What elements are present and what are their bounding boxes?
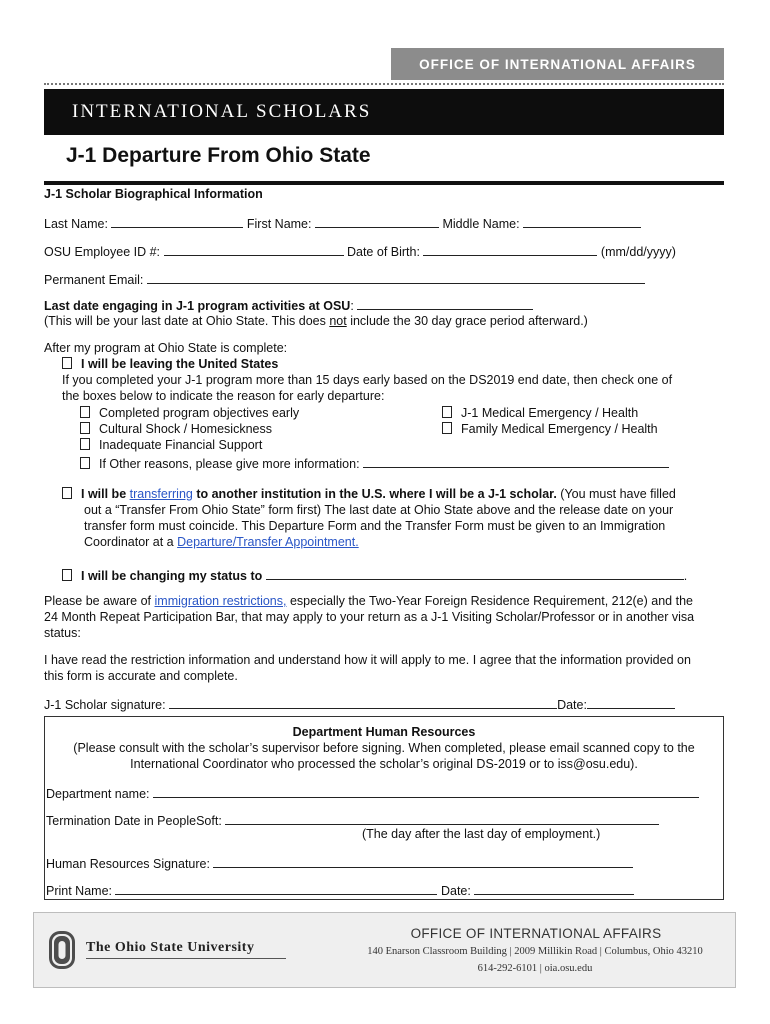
first-name-label: First Name:: [246, 217, 312, 231]
dob-field[interactable]: [423, 243, 597, 256]
transfer-checkbox[interactable]: [62, 487, 72, 499]
reason-other-field[interactable]: [363, 455, 669, 468]
email-label: Permanent Email:: [44, 273, 144, 287]
termination-field[interactable]: [225, 812, 659, 825]
transfer-part1: I will be: [81, 487, 130, 501]
signature-date-field[interactable]: [587, 696, 675, 709]
dept-name-label: Department name:: [46, 787, 150, 801]
notice-line2: 24 Month Repeat Participation Bar, that may apply to your return as a J-1 Visiting Scholar/Professor or in another visa: [44, 610, 695, 624]
print-name-label: Print Name:: [46, 884, 112, 898]
hr-signature-label: Human Resources Signature:: [46, 857, 210, 871]
reason-other-label: If Other reasons, please give more information:: [99, 457, 360, 471]
dept-date-label: Date:: [440, 884, 471, 898]
bio-heading: J-1 Scholar Biographical Information: [44, 187, 263, 201]
status-change-field[interactable]: [266, 567, 684, 580]
hr-signature-field[interactable]: [213, 855, 633, 868]
reason-medical: [442, 406, 638, 421]
agreement-line1: I have read the restriction information and understand how it will apply to me. I agree that the information provided on: [44, 653, 691, 667]
reason-cultural: [80, 422, 272, 437]
page-title: J-1 Departure From Ohio State: [66, 144, 371, 167]
last-date-label: Last date engaging in J-1 program activities at OSU: [44, 299, 351, 313]
footer-contact: 614-292-6101 | oia.osu.edu: [477, 963, 593, 974]
transfer-line2: out a “Transfer From Ohio State” form first) The last date at Ohio State above and the release date on your: [84, 503, 674, 517]
last-date-note-a: (This will be your last date at Ohio State. This does: [44, 314, 330, 328]
leaving-checkbox[interactable]: [62, 357, 72, 369]
last-date-note-b: include the 30 day grace period afterward.): [346, 314, 588, 328]
transfer-option: [62, 487, 676, 502]
first-name-field[interactable]: [315, 215, 439, 228]
reason-family: [442, 422, 658, 437]
reason-family-checkbox[interactable]: [442, 422, 452, 434]
dept-heading: Department Human Resources: [292, 725, 476, 739]
last-date-row: [44, 297, 533, 314]
termination-note: (The day after the last day of employment.): [362, 827, 601, 841]
dept-instr2: International Coordinator who processed the scholar’s original DS-2019 or to iss@osu.edu).: [130, 757, 638, 771]
transfer-line4: [84, 535, 359, 550]
signature-label: J-1 Scholar signature:: [44, 698, 166, 712]
transfer-line4-text: Coordinator at a: [84, 535, 178, 549]
appointment-link[interactable]: Departure/Transfer Appointment.: [177, 535, 359, 549]
last-date-note-not: not: [329, 314, 347, 328]
reason-other-checkbox[interactable]: [80, 457, 90, 469]
last-name-field[interactable]: [111, 215, 243, 228]
notice-line1-b: especially the Two-Year Foreign Residence Requirement, 212(e) and the: [286, 594, 693, 608]
transfer-part3: (You must have filled: [556, 487, 676, 501]
notice-line1: [44, 594, 693, 609]
transfer-line3: transfer form must coincide. This Departure Form and the Transfer Form must be given to an Immigration: [84, 519, 666, 533]
signature-row: [44, 696, 675, 713]
immigration-restrictions-link[interactable]: immigration restrictions,: [154, 594, 287, 608]
reason-completed: [80, 406, 299, 421]
dept-date-field[interactable]: [474, 882, 634, 895]
reason-financial: [80, 438, 262, 453]
employee-id-label: OSU Employee ID #:: [44, 245, 161, 259]
transferring-link[interactable]: transferring: [129, 487, 193, 501]
reason-other: [80, 455, 669, 472]
reason-cultural-checkbox[interactable]: [80, 422, 90, 434]
leaving-desc-2: the boxes below to indicate the reason for early departure:: [62, 389, 385, 403]
last-date-note: [44, 314, 588, 329]
reason-cultural-label: Cultural Shock / Homesickness: [99, 422, 272, 436]
title-rule: [44, 181, 724, 185]
university-name-rule: [86, 958, 286, 959]
leaving-label: I will be leaving the United States: [81, 357, 279, 371]
reason-medical-label: J-1 Medical Emergency / Health: [461, 406, 639, 420]
signature-date-label: Date:: [557, 698, 587, 712]
reason-completed-checkbox[interactable]: [80, 406, 90, 418]
osu-block-o-logo: [48, 930, 76, 970]
dob-format: (mm/dd/yyyy): [600, 245, 676, 259]
footer-address: 140 Enarson Classroom Building | 2009 Millikin Road | Columbus, Ohio 43210: [367, 946, 703, 957]
reason-family-label: Family Medical Emergency / Health: [461, 422, 658, 436]
leaving-option: [62, 357, 278, 372]
last-date-field[interactable]: [357, 297, 533, 310]
transfer-part2: to another institution in the U.S. where I will be a J-1 scholar.: [192, 487, 557, 501]
university-name: The Ohio State University: [86, 940, 255, 955]
termination-label: Termination Date in PeopleSoft:: [46, 814, 222, 828]
dotted-divider: [44, 83, 724, 85]
reason-completed-label: Completed program objectives early: [99, 406, 300, 420]
print-name-field[interactable]: [115, 882, 437, 895]
email-field[interactable]: [147, 271, 645, 284]
print-name-row: [46, 882, 634, 899]
id-dob-row: [44, 243, 676, 260]
dept-instr1: (Please consult with the scholar’s supervisor before signing. When completed, please email scanned copy to the: [73, 741, 695, 755]
last-name-label: Last Name:: [44, 217, 108, 231]
name-row: [44, 215, 641, 232]
status-change-label: I will be changing my status to: [81, 569, 263, 583]
employee-id-field[interactable]: [164, 243, 344, 256]
office-banner: OFFICE OF INTERNATIONAL AFFAIRS: [391, 48, 724, 80]
agreement-line2: this form is accurate and complete.: [44, 669, 238, 683]
status-change-checkbox[interactable]: [62, 569, 72, 581]
middle-name-field[interactable]: [523, 215, 641, 228]
status-change-option: [62, 567, 687, 584]
signature-field[interactable]: [169, 696, 557, 709]
last-date-colon: :: [350, 299, 354, 313]
reason-medical-checkbox[interactable]: [442, 406, 452, 418]
section-bar: INTERNATIONAL SCHOLARS: [44, 89, 724, 135]
middle-name-label: Middle Name:: [442, 217, 520, 231]
footer-office-title: OFFICE OF INTERNATIONAL AFFAIRS: [410, 926, 662, 941]
hr-signature-row: [46, 855, 633, 872]
notice-line3: status:: [44, 626, 81, 640]
leaving-desc-1: If you completed your J-1 program more than 15 days early based on the DS2019 end date, then check one of: [62, 373, 673, 387]
dob-label: Date of Birth:: [346, 245, 420, 259]
reason-financial-checkbox[interactable]: [80, 438, 90, 450]
program-intro: After my program at Ohio State is complete:: [44, 341, 288, 355]
email-row: [44, 271, 645, 288]
dept-name-row: [46, 785, 699, 802]
reason-financial-label: Inadequate Financial Support: [99, 438, 263, 452]
dept-name-field[interactable]: [153, 785, 699, 798]
status-change-end: .: [683, 569, 688, 583]
notice-line1-a: Please be aware of: [44, 594, 155, 608]
